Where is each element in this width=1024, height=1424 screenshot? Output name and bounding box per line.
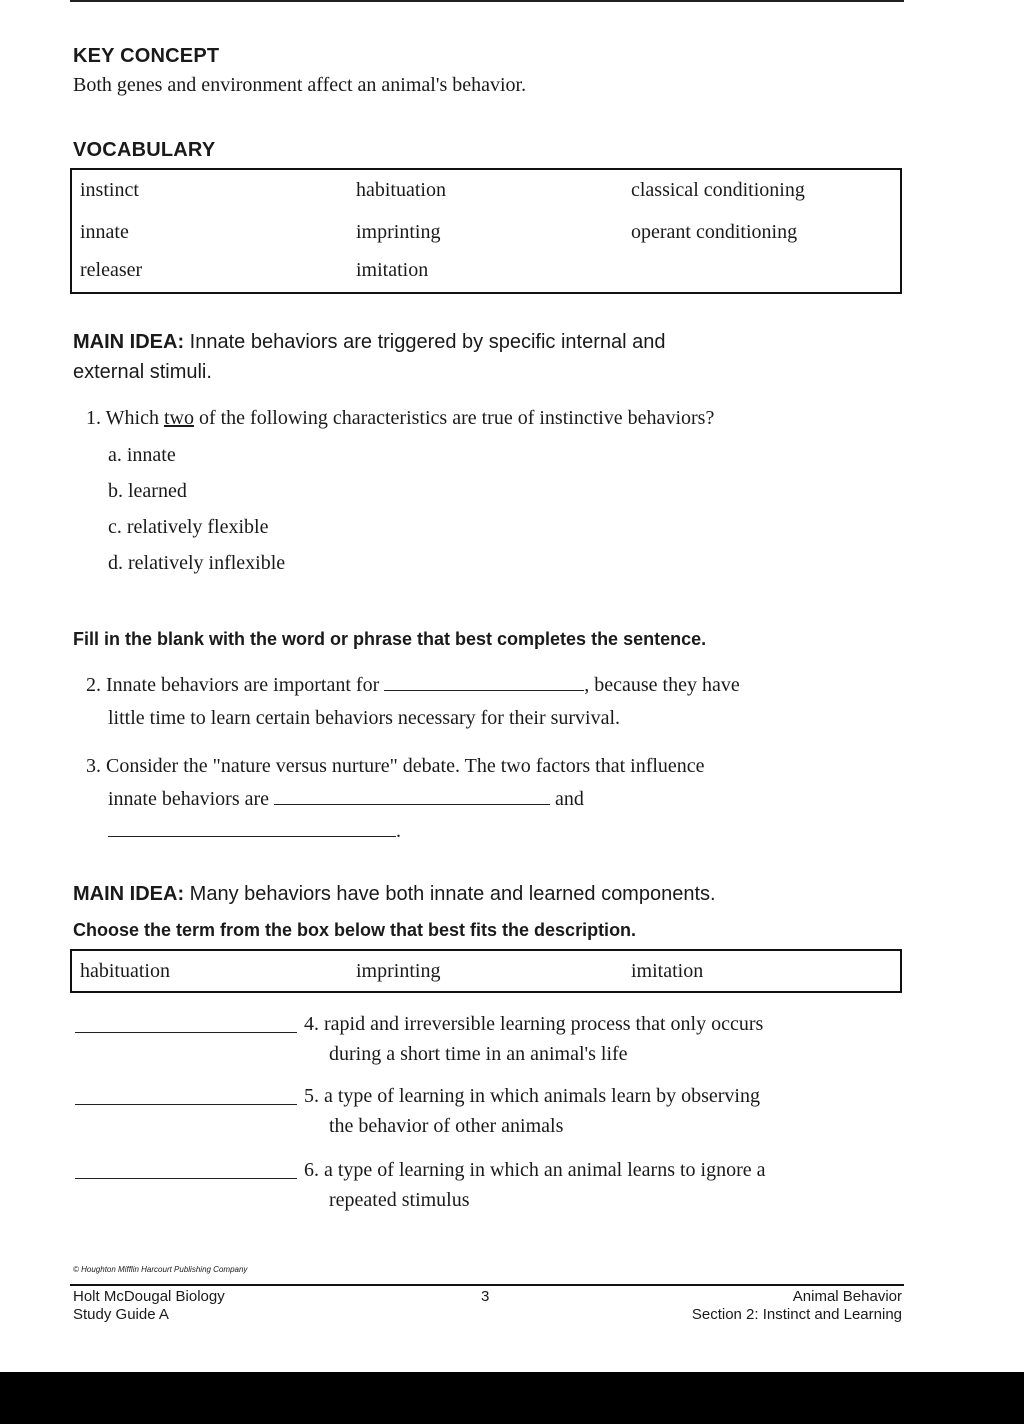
vocabulary-box bbox=[70, 168, 902, 294]
question-number: 3. bbox=[86, 755, 101, 777]
footer-rule bbox=[70, 1284, 904, 1286]
main-idea-text: Many behaviors have both innate and learned components. bbox=[184, 883, 716, 905]
question-1 bbox=[86, 403, 714, 433]
vocab-term: imitation bbox=[356, 259, 429, 281]
answer-blank-6[interactable] bbox=[75, 1177, 297, 1179]
question-2-continued: little time to learn certain behaviors necessary for their survival. bbox=[108, 707, 621, 729]
question-text-end: and bbox=[550, 788, 584, 810]
item-text-continued: the behavior of other animals bbox=[329, 1115, 564, 1137]
top-rule bbox=[70, 0, 904, 2]
main-idea-label: MAIN IDEA: bbox=[73, 883, 185, 905]
item-number: 6. bbox=[304, 1159, 319, 1181]
key-concept-text: Both genes and environment affect an animal's behavior. bbox=[73, 74, 527, 96]
footer-guide-name: Study Guide A bbox=[73, 1306, 169, 1323]
question-text-end: , because they have bbox=[584, 674, 740, 696]
choose-instruction: Choose the term from the box below that best fits the description. bbox=[73, 920, 637, 940]
question-text-start: Which bbox=[105, 407, 164, 429]
footer-left bbox=[73, 1288, 225, 1324]
main-idea-label: MAIN IDEA: bbox=[73, 331, 185, 353]
answer-blank[interactable] bbox=[274, 786, 550, 805]
copyright-notice: © Houghton Mifflin Harcourt Publishing Company bbox=[73, 1265, 248, 1274]
footer-book-title: Holt McDougal Biology bbox=[73, 1288, 225, 1305]
question-period: . bbox=[396, 820, 401, 842]
vocabulary-heading: VOCABULARY bbox=[73, 139, 216, 161]
option-b: b. learned bbox=[108, 480, 187, 502]
main-idea-text: Innate behaviors are triggered by specific internal and bbox=[184, 331, 666, 353]
item-text-continued: during a short time in an animal's life bbox=[329, 1043, 628, 1065]
item-text: rapid and irreversible learning process that only occurs bbox=[324, 1013, 764, 1035]
vocab-term: releaser bbox=[80, 259, 143, 281]
matching-item-4 bbox=[304, 1009, 894, 1069]
vocab-term: habituation bbox=[356, 179, 446, 201]
term-option: imitation bbox=[631, 960, 704, 982]
footer-section-title: Section 2: Instinct and Learning bbox=[691, 1306, 902, 1323]
matching-item-6 bbox=[304, 1155, 894, 1215]
term-option: imprinting bbox=[356, 960, 441, 982]
vocab-term: operant conditioning bbox=[631, 221, 798, 243]
item-number: 5. bbox=[304, 1085, 319, 1107]
main-idea-2 bbox=[73, 879, 716, 909]
footer-right bbox=[692, 1288, 902, 1324]
option-c: c. relatively flexible bbox=[108, 516, 269, 538]
fill-in-instruction: Fill in the blank with the word or phrase that best completes the sentence. bbox=[73, 629, 707, 649]
key-concept-heading: KEY CONCEPT bbox=[73, 45, 220, 67]
question-3-line3 bbox=[108, 816, 401, 846]
answer-blank-4[interactable] bbox=[75, 1031, 297, 1033]
main-idea-1 bbox=[73, 327, 666, 387]
item-text: a type of learning in which animals learn by observing bbox=[324, 1085, 760, 1107]
screen-bottom-bar bbox=[0, 1372, 1024, 1424]
question-number: 2. bbox=[86, 674, 101, 696]
vocab-term: instinct bbox=[80, 179, 139, 201]
question-2 bbox=[86, 670, 740, 700]
question-text-start: innate behaviors are bbox=[108, 788, 275, 810]
vocab-term: imprinting bbox=[356, 221, 441, 243]
footer-chapter-title: Animal Behavior bbox=[792, 1288, 902, 1305]
page-number: 3 bbox=[481, 1288, 490, 1305]
item-text: a type of learning in which an animal learns to ignore a bbox=[324, 1159, 766, 1181]
main-idea-text-continued: external stimuli. bbox=[73, 361, 212, 383]
matching-item-5 bbox=[304, 1081, 894, 1141]
answer-blank[interactable] bbox=[384, 672, 584, 691]
question-text: Consider the "nature versus nurture" debate. The two factors that influence bbox=[106, 755, 705, 777]
question-text-start: Innate behaviors are important for bbox=[106, 674, 385, 696]
question-3-line2 bbox=[108, 784, 584, 814]
term-option: habituation bbox=[80, 960, 170, 982]
item-text-continued: repeated stimulus bbox=[329, 1189, 470, 1211]
vocab-term: innate bbox=[80, 221, 129, 243]
option-a: a. innate bbox=[108, 444, 176, 466]
item-number: 4. bbox=[304, 1013, 319, 1035]
question-underlined-word: two bbox=[163, 407, 194, 429]
question-number: 1. bbox=[86, 407, 101, 429]
vocab-term: classical conditioning bbox=[631, 179, 805, 201]
term-box bbox=[70, 949, 902, 993]
question-3 bbox=[86, 751, 705, 781]
option-d: d. relatively inflexible bbox=[108, 552, 286, 574]
answer-blank-5[interactable] bbox=[75, 1103, 297, 1105]
question-text-end: of the following characteristics are true of instinctive behaviors? bbox=[193, 407, 715, 429]
answer-blank[interactable] bbox=[108, 818, 396, 837]
